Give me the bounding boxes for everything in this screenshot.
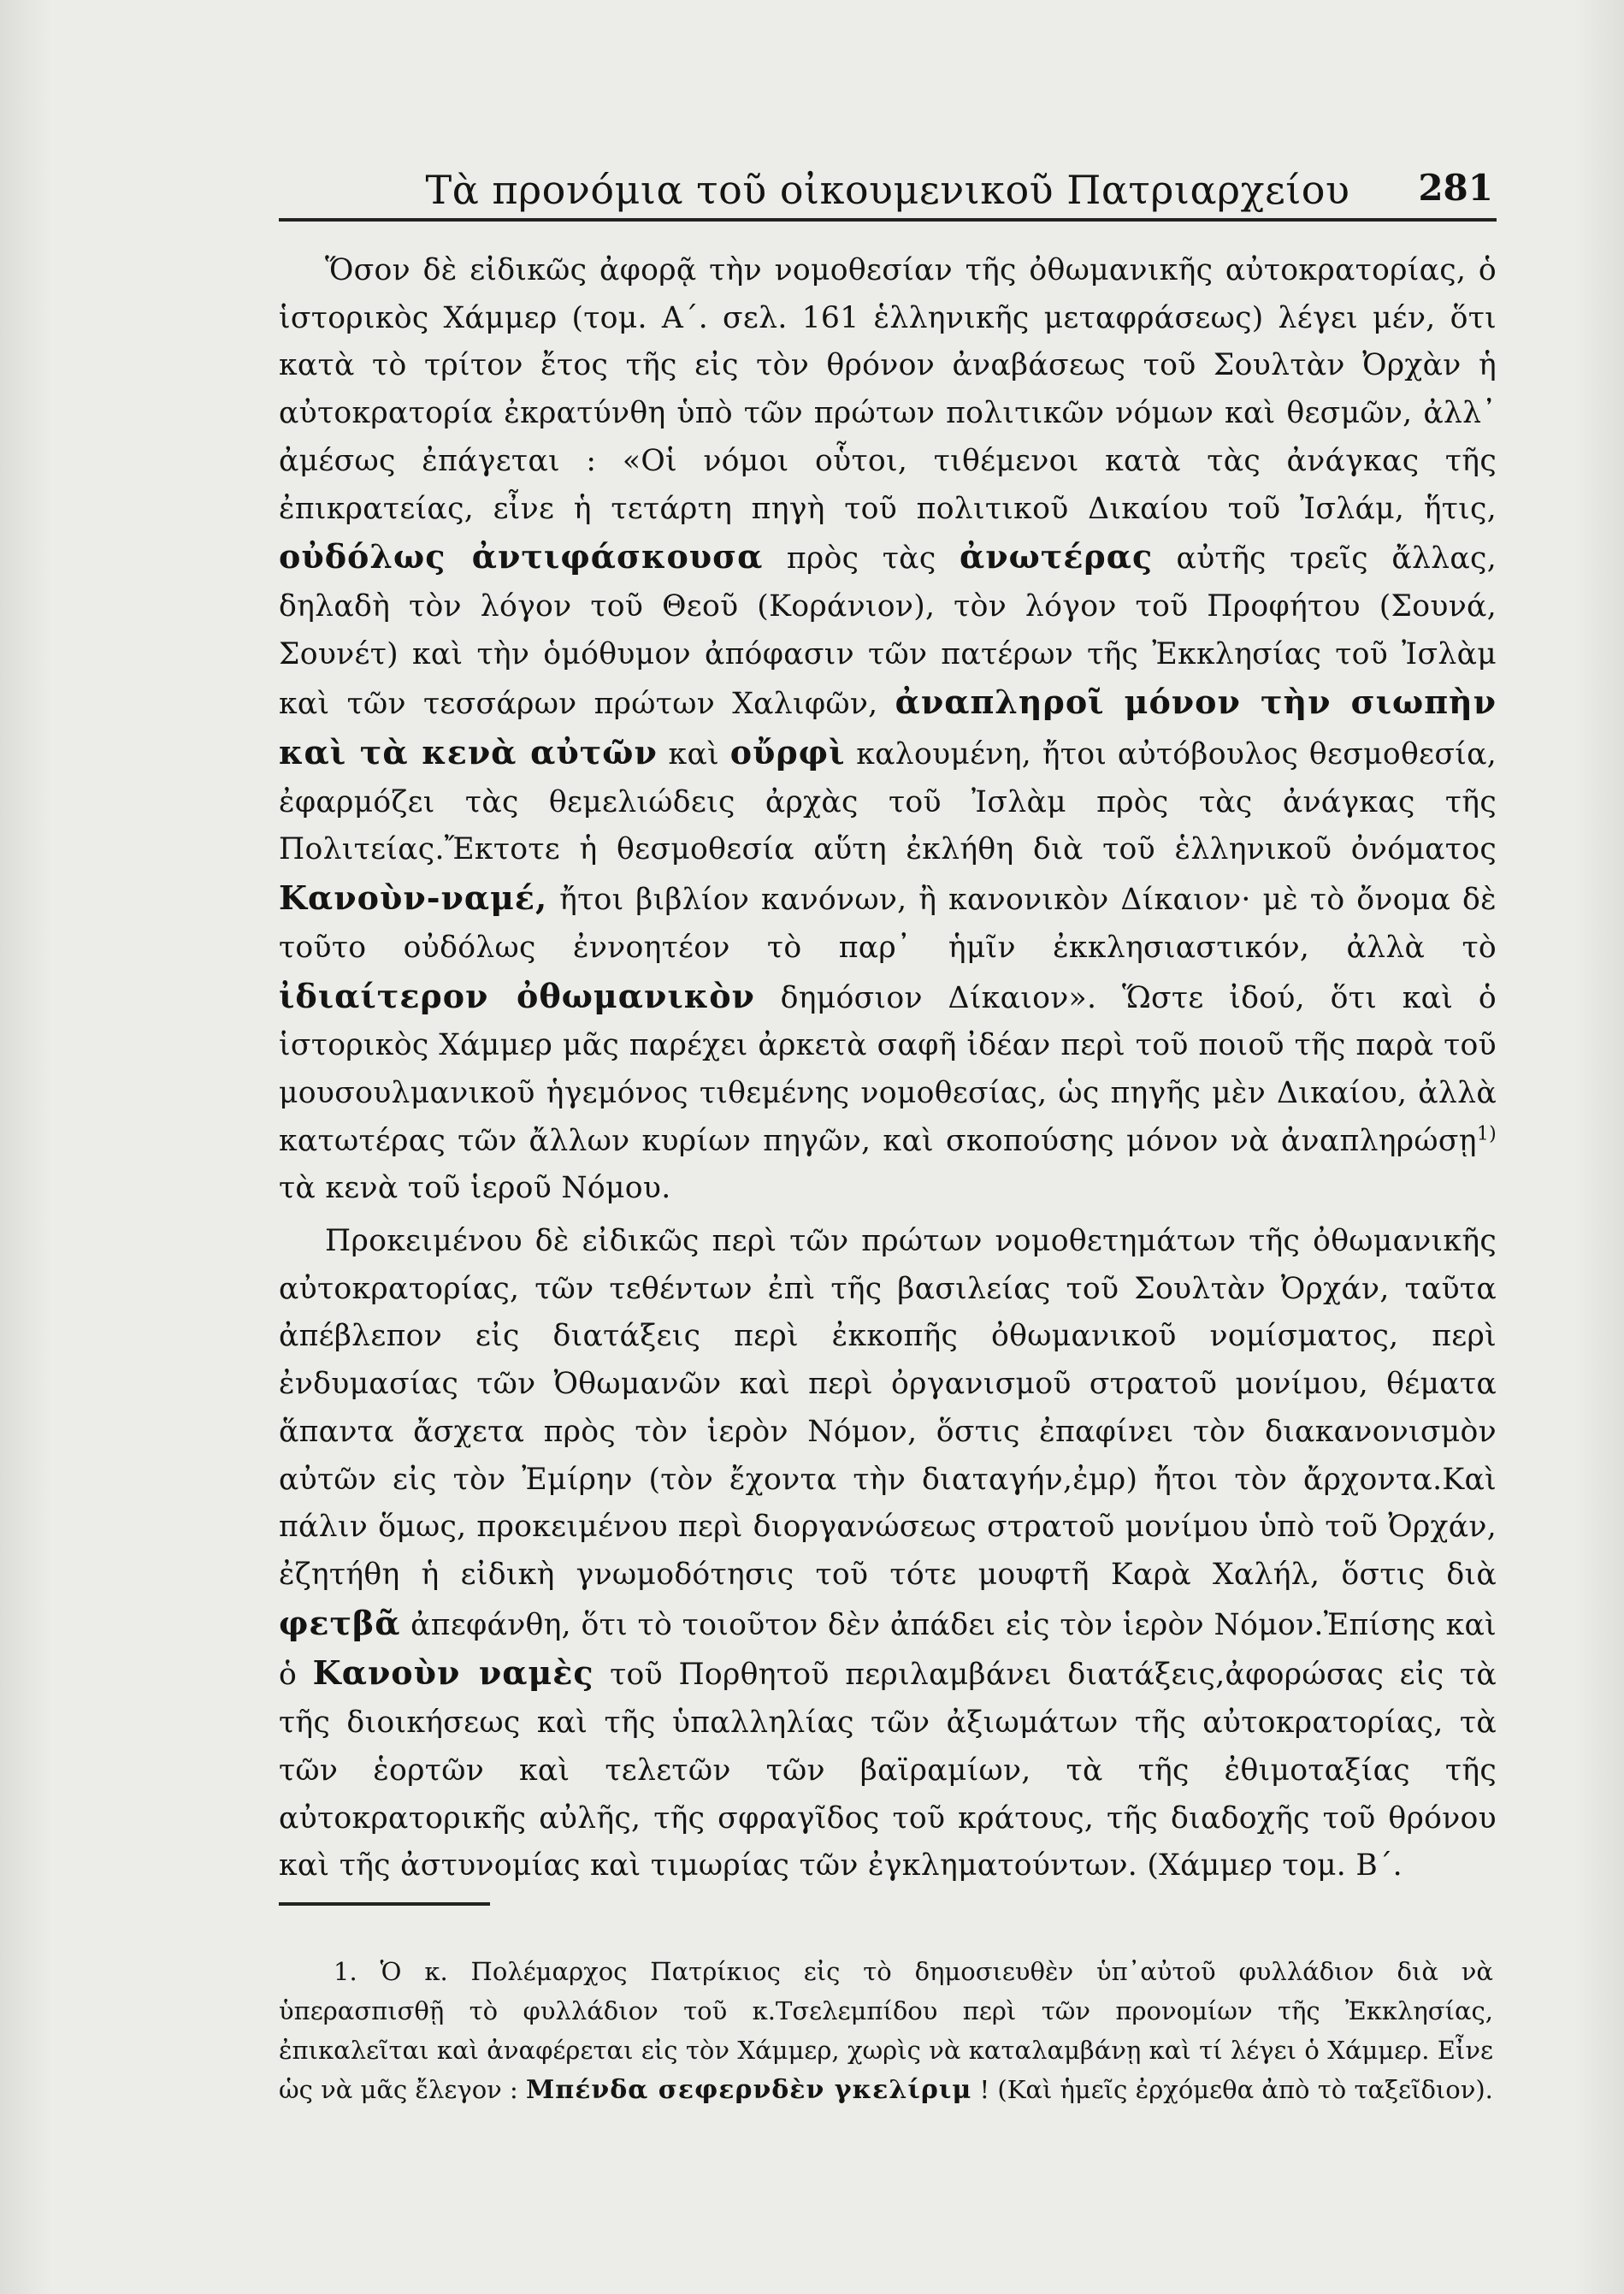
page-number: 281 (1418, 167, 1493, 209)
paragraph-2-text-1: Προκειμένου δὲ εἰδικῶς περὶ τῶν πρώτων νομοθετημάτων τῆς ὀθωμανικῆς αὐτοκρατορίας, τῶν τεθέντων ἐπὶ τῆς βασιλείας τοῦ Σουλτὰν Ὀρχάν, ταῦτα ἀπέβλεπον εἰς διατάξεις περὶ ἐκκοπῆς ὀθωμανικοῦ νομίσματος, περὶ ἐνδυμασίας τῶν Ὀθωμανῶν καὶ περὶ ὀργανισμοῦ στρατοῦ μονίμου, θέματα ἅπαντα ἄσχετα πρὸς τὸν ἱερὸν Νόμον, ὅστις ἐπαφίνει τὸν διακανονισμὸν αὐτῶν εἰς τὸν Ἐμίρην (τὸν ἔχοντα τὴν διαταγήν,ἐμρ) ἤτοι τὸν ἄρχοντα.Καὶ πάλιν ὅμως, προκειμένου περὶ διοργανώσεως στρατοῦ μονίμου ὑπὸ τοῦ Ὀρχάν, ἐζητήθη ἡ εἰδικὴ γνωμοδότησις τοῦ τότε μουφτῆ Καρὰ Χαλήλ, ὅστις διὰ (279, 1224, 1497, 1592)
paragraph-2-emphasis-1: φετβᾶ (279, 1603, 401, 1642)
page-header (279, 167, 1497, 222)
paragraph-1-emphasis-4: οὔρφὶ (729, 733, 846, 772)
running-title: Τὰ προνόμια τοῦ οἰκουμενικοῦ Πατριαρχείου (425, 167, 1350, 213)
body-text (279, 247, 1497, 1890)
paragraph-1-text-5: καλουμένη, ἤτοι αὐτόβουλος θεσμοθεσία, ἐφαρμόζει τὰς θεμελιώδεις ἀρχὰς τοῦ Ἰσλὰμ πρὸς τὰς ἀνάγκας τῆς Πολιτείας.Ἔκτοτε ἡ θεσμοθεσία αὕτη ἐκλήθη διὰ τοῦ ἑλληνικοῦ ὀνόματος (279, 737, 1497, 867)
footnote-text-1: 1. Ὁ κ. Πολέμαρχος Πατρίκιος εἰς τὸ δημοσιευθὲν ὑπ᾽αὐτοῦ φυλλάδιον διὰ νὰ ὑπερασπισθῇ τὸ φυλλάδιον τοῦ κ.Τσελεμπίδου περὶ τῶν προνομίων τῆς Ἐκκλησίας, ἐπικαλεῖται καὶ ἀναφέρεται εἰς τὸν Χάμμερ, χωρὶς νὰ καταλαμβάνῃ καὶ τί λέγει ὁ Χάμμερ. Εἶνε ὡς νὰ μᾶς ἔλεγον : (279, 1957, 1493, 2104)
paragraph-1-text-7: δημόσιον Δίκαιον». Ὥστε ἰδού, ὅτι καὶ ὁ ἱστορικὸς Χάμμερ μᾶς παρέχει ἀρκετὰ σαφῆ ἰδέαν περὶ τοῦ ποιοῦ τῆς παρὰ τοῦ μουσουλμανικοῦ ἡγεμόνος τιθεμένης νομοθεσίας, ὡς πηγῆς μὲν Δικαίου, ἀλλὰ κατωτέρας τῶν ἄλλων κυρίων πηγῶν, καὶ σκοπούσης μόνον νὰ ἀναπληρώσῃ (279, 980, 1497, 1158)
paragraph-1 (279, 247, 1497, 1213)
paragraph-2-text-2: ἀπεφάνθη, ὅτι τὸ τοιοῦτον δὲν ἀπάδει εἰς τὸν ἱερὸν Νόμον.Ἐπίσης καὶ ὁ (279, 1607, 1497, 1693)
paragraph-1-text-2: πρὸς τὰς (786, 541, 936, 576)
paragraph-2-text-3: τοῦ Πορθητοῦ περιλαμβάνει διατάξεις,ἀφορώσας εἰς τὰ τῆς διοικήσεως καὶ τῆς ὑπαλληλίας τῶν ἀξιωμάτων τῆς αὐτοκρατορίας, τὰ τῶν ἑορτῶν καὶ τελετῶν τῶν βαϊραμίων, τὰ τῆς ἐθιμοταξίας τῆς αὐτοκρατορικῆς αὐλῆς, τῆς σφραγῖδος τοῦ κράτους, τῆς διαδοχῆς τοῦ θρόνου καὶ τῆς ἀστυνομίας καὶ τιμωρίας τῶν ἐγκληματούντων. (Χάμμερ τομ. Β΄. (279, 1658, 1497, 1883)
paragraph-2 (279, 1218, 1497, 1890)
paragraph-1-text-4: καὶ (668, 737, 719, 772)
page-content (279, 167, 1497, 2105)
paragraph-2-emphasis-2: Κανοὺν ναμὲς (312, 1653, 594, 1693)
paragraph-1-emphasis-1: οὐδόλως ἀντιφάσκουσα (279, 537, 764, 576)
paragraph-1-text-8: τὰ κενὰ τοῦ ἱεροῦ Νόμου. (279, 1171, 671, 1206)
paragraph-1-emphasis-6: ἰδιαίτερον ὀθωμανικὸν (279, 976, 755, 1015)
paragraph-1-emphasis-5: Κανοὺν-ναμέ, (279, 878, 548, 918)
footnote (279, 1952, 1493, 2110)
paragraph-1-text-3: αὐτῆς τρεῖς ἄλλας, δηλαδὴ τὸν λόγον τοῦ Θεοῦ (Κοράνιον), τὸν λόγον τοῦ Προφήτου (Σουνά, Σουνέτ) καὶ τὴν ὁμόθυμον ἀπόφασιν τῶν πατέρων τῆς Ἐκκλησίας τοῦ Ἰσλὰμ καὶ τῶν τεσσάρων πρώτων Χαλιφῶν, (279, 541, 1497, 722)
paragraph-1-text-1: Ὅσον δὲ εἰδικῶς ἀφορᾷ τὴν νομοθεσίαν τῆς ὀθωμανικῆς αὐτοκρατορίας, ὁ ἱστορικὸς Χάμμερ (τομ. Α΄. σελ. 161 ἑλληνικῆς μεταφράσεως) λέγει μέν, ὅτι κατὰ τὸ τρίτον ἔτος τῆς εἰς τὸν θρόνον ἀναβάσεως τοῦ Σουλτὰν Ὀρχὰν ἡ αὐτοκρατορία ἐκρατύνθη ὑπὸ τῶν πρώτων πολιτικῶν νόμων καὶ θεσμῶν, ἀλλ᾽ ἀμέσως ἐπάγεται : «Οἱ νόμοι οὗτοι, τιθέμενοι κατὰ τὰς ἀνάγκας τῆς ἐπικρατείας, εἶνε ἡ τετάρτη πηγὴ τοῦ πολιτικοῦ Δικαίου τοῦ Ἰσλάμ, ἥτις, (279, 253, 1497, 526)
paragraph-1-text-6: ἤτοι βιβλίον κανόνων, ἢ κανονικὸν Δίκαιον· μὲ τὸ ὄνομα δὲ τοῦτο οὐδόλως ἐννοητέον τὸ παρ᾽ ἡμῖν ἐκκλησιαστικόν, ἀλλὰ τὸ (279, 883, 1497, 965)
footnote-text-2: ! (Καὶ ἡμεῖς ἐρχόμεθα ἀπὸ τὸ ταξεῖδιον). (979, 2075, 1493, 2104)
footnote-divider (279, 1902, 490, 1906)
paragraph-1-emphasis-2: ἀνωτέρας (959, 537, 1154, 576)
paragraph-1-emphasis-3: ἀναπληροῖ μόνον τὴν σιωπὴν καὶ τὰ κενὰ αὐτῶν (279, 683, 1497, 772)
footnote-emphasis: Μπένδα σεφερνδὲν γκελίριμ (526, 2075, 972, 2105)
footnote-reference: 1) (1476, 1123, 1497, 1145)
